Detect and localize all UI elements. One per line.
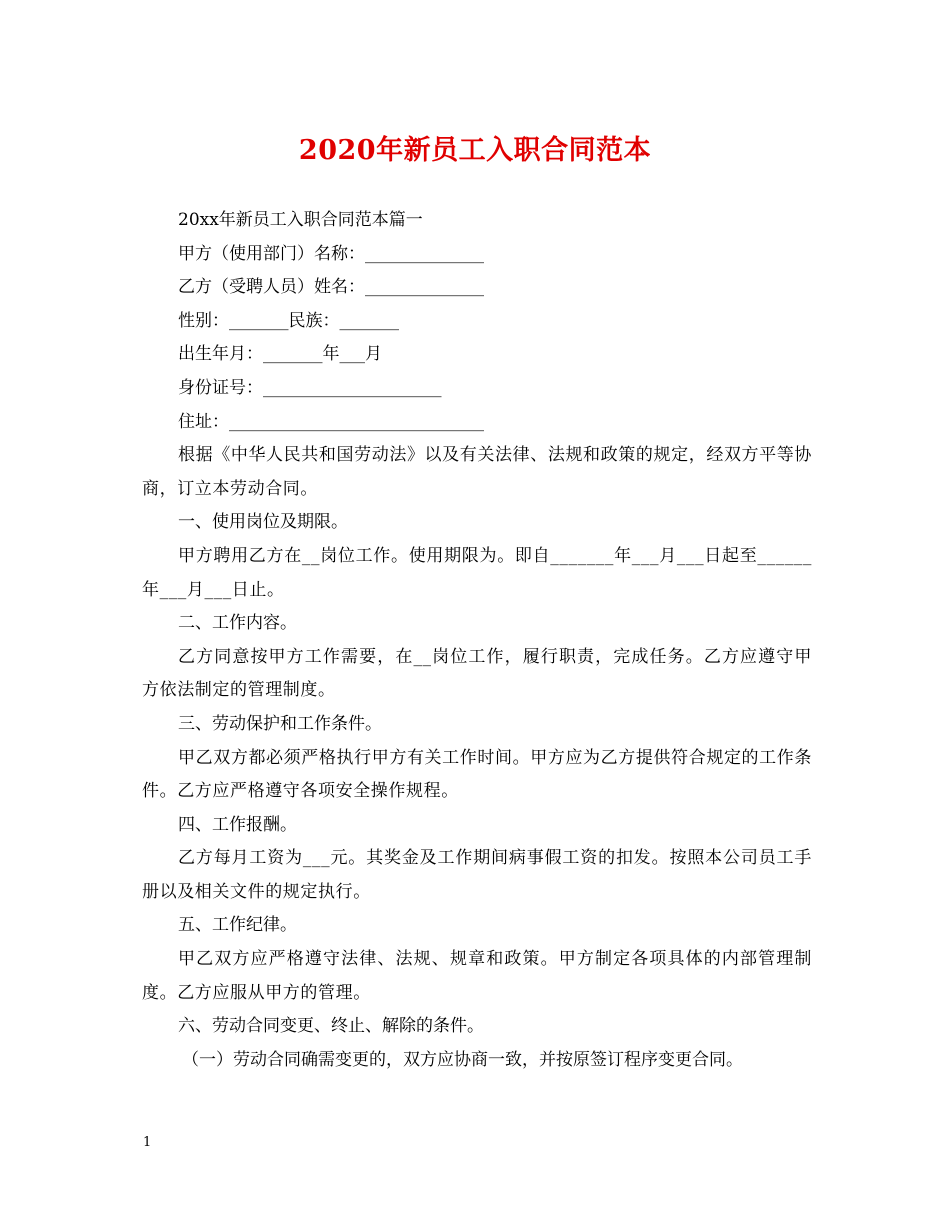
clause-1: （一）劳动合同确需变更的，双方应协商一致，并按原签订程序变更合同。 [182, 1049, 743, 1070]
field-id-number: 身份证号：_____________________ [178, 377, 442, 398]
section-body: 乙方每月工资为___元。其奖金及工作期间病事假工资的扣发。按照本公司员工手册以及相关文件的规定执行。 [142, 848, 812, 902]
document-body [142, 204, 812, 1077]
field-gender-ethnicity: 性别：_______民族：_______ [178, 310, 399, 331]
field-party-b: 乙方（受聘人员）姓名：______________ [178, 277, 484, 298]
document-title: 2020年新员工入职合同范本 [298, 135, 652, 166]
document-subtitle: 20xx年新员工入职合同范本篇一 [178, 210, 423, 230]
section-heading: 四、工作报酬。 [178, 814, 297, 835]
section-heading: 三、劳动保护和工作条件。 [178, 713, 382, 734]
field-birth: 出生年月：_______年___月 [178, 344, 382, 365]
section-body: 甲乙双方都必须严格执行甲方有关工作时间。甲方应为乙方提供符合规定的工作条件。乙方应严格遵守各项安全操作规程。 [142, 747, 812, 802]
section-heading: 二、工作内容。 [178, 613, 297, 634]
intro-paragraph: 根据《中华人民共和国劳动法》以及有关法律、法规和政策的规定，经双方平等协商，订立本劳动合同。 [142, 445, 812, 499]
section-body: 甲乙双方应严格遵守法律、法规、规章和政策。甲方制定各项具体的内部管理制度。乙方应服从甲方的管理。 [142, 949, 812, 1003]
page-number: 1 [143, 1135, 152, 1150]
field-party-a: 甲方（使用部门）名称：______________ [178, 243, 484, 264]
field-address: 住址：______________________________ [178, 411, 484, 432]
section-heading: 六、劳动合同变更、终止、解除的条件。 [178, 1016, 484, 1037]
section-body: 乙方同意按甲方工作需要，在__岗位工作，履行职责，完成任务。乙方应遵守甲方依法制定的管理制度。 [142, 646, 812, 701]
section-body: 甲方聘用乙方在__岗位工作。使用期限为。即自_______年___月___日起至______年___月___日止。 [142, 545, 812, 600]
section-heading: 一、使用岗位及期限。 [178, 512, 348, 533]
section-heading: 五、工作纪律。 [178, 915, 297, 936]
